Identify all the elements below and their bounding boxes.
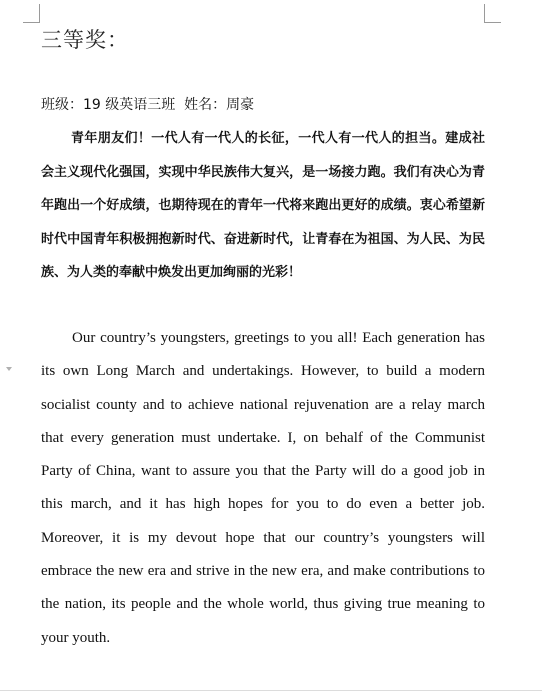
english-paragraph: Our country’s youngsters, greetings to you all! Each generation has its own Long March and undertakings. However, to build a modern socialist county and to achieve national rejuvenation are a relay march that every generation must undertake. I, on behalf of the Communist Party of China, want to assure you that the Party will do a good job in this march, and it has high hopes for you to do even a better job. Moreover, it is my devout hope that our country’s youngsters will embrace the new era and strive in the new era, and make contributions to the nation, its people and the whole world, thus giving true meaning to your youth. — [41, 330, 485, 646]
class-and-name-line: 班级：19 级英语三班 姓名：周豪 — [41, 97, 255, 113]
chinese-paragraph: 青年朋友们！一代人有一代人的长征，一代人有一代人的担当。建成社会主义现代化强国，实现中华民族伟大复兴，是一场接力跑。我们有决心为青年跑出一个好成绩，也期待现在的青年一代将来跑出更好的成绩。衷心希望新时代中国青年积极拥抱新时代、奋进新时代，让青春在为祖国、为人民、为民族、为人类的奉献中焕发出更加绚丽的光彩！ — [41, 131, 485, 280]
crop-mark-top-left — [23, 4, 40, 23]
page-bottom-divider — [0, 690, 542, 691]
award-title: 三等奖： — [41, 28, 129, 52]
paragraph-marker-icon — [6, 367, 12, 371]
crop-mark-top-right — [484, 4, 501, 23]
